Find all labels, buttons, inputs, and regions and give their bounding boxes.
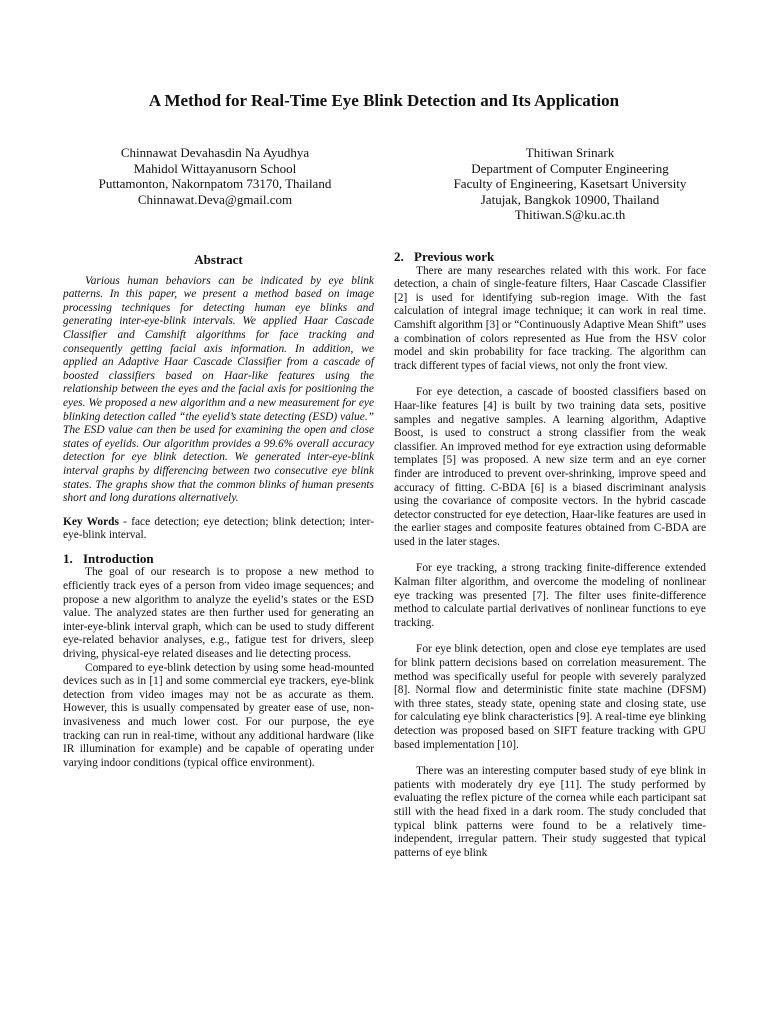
author-name: Thitiwan Srinark <box>525 145 615 160</box>
paragraph: There are many researches related with this work. For face detection, a chain of single-feature filters, Haar Cascade Classifier [2] is used for identifying sub-region image. With the fast calculation of integral image technique; it can work in real time. Camshift algorithm [3] or “Continuously Adaptive Mean Shift” uses a combination of colors represented as Hue from the HSV color model and skin probability for face tracking. The algorithm can track different types of facial views, not only the front view. <box>394 264 706 372</box>
author-affiliation: Mahidol Wittayanusorn School <box>133 160 297 176</box>
section-number: 2. <box>394 249 404 264</box>
author-email: Thitiwan.S@ku.ac.th <box>514 207 626 222</box>
author-department: Department of Computer Engineering <box>471 160 669 176</box>
section-number: 1. <box>63 550 73 566</box>
author-address: Jatujak, Bangkok 10900, Thailand <box>480 191 660 207</box>
author-block-1 <box>60 145 370 207</box>
author-address: Puttamonton, Nakornpatom 73170, Thailand <box>98 176 332 191</box>
author-block-2 <box>405 145 735 223</box>
keywords-label: Key Words <box>63 515 119 528</box>
paragraph: For eye blink detection, open and close eye templates are used for blink pattern decisions based on correlation measurement. The method was specifically useful for people with severely paralyzed [8]. Normal flow and deterministic finite state machine (DFSM) with three states, steady state, opening state and closing state, use for calculating eye blink characteristics [9]. A real-time eye blinking detection was proposed based on SIFT feature tracking with GPU based implementation [10]. <box>394 643 706 751</box>
right-column <box>394 250 706 860</box>
paper-title: A Method for Real-Time Eye Blink Detection and Its Application <box>148 91 620 110</box>
section-heading-previous-work <box>394 250 706 264</box>
paragraph: The goal of our research is to propose a new method to efficiently track eyes of a person from video image sequences; and propose a new algorithm to analyze the eyelid’s states or the ESD value. The analyzed states are then further used for generating an inter-eye-blink interval graph, which can be used to study different eye-related behavior analyses, e.g., fatigue test for drivers, sleep driving, physical-eye related diseases and lie detecting process. <box>63 566 374 661</box>
abstract-heading: Abstract <box>194 252 243 267</box>
author-affiliation: Faculty of Engineering, Kasetsart University <box>453 176 687 191</box>
section-heading-introduction <box>63 552 374 566</box>
paragraph: There was an interesting computer based study of eye blink in patients with moderately dry eye [11]. The study performed by evaluating the reflex picture of the cornea while each participant sat still with the head fixed in a dark room. The study concluded that typical blink patterns were found to be a relatively time-independent, irregular pattern. Their study suggested that typical patterns of eye blink <box>394 765 706 859</box>
author-email: Chinnawat.Deva@gmail.com <box>137 191 293 207</box>
section-title: Previous work <box>414 249 495 264</box>
abstract-text: Various human behaviors can be indicated by eye blink patterns. In this paper, we present a method based on image processing techniques for detecting human eye blinks and generating inter-eye-blink intervals. We applied Haar Cascade Classifier and Camshift algorithms for face tracking and consequently getting facial axis information. In addition, we applied an Adaptive Haar Cascade Classifier from a cascade of boosted classifiers based on Haar-like features using the relationship between the eyes and the facial axis for positioning the eyes. We proposed a new algorithm and a new measurement for eye blinking detection called “the eyelid’s state detecting (ESD) value.” The ESD value can then be used for examining the open and close states of eyelids. Our algorithm provides a 99.6% overall accuracy detection for eye blink detection. We generated inter-eye-blink interval graphs by differencing between two consecutive eye blink states. The graphs show that the common blinks of human presents short and long durations alternatively. <box>63 274 374 505</box>
keywords-text: - face detection; eye detection; blink detection; inter-eye-blink interval. <box>63 515 374 542</box>
left-column <box>63 250 374 770</box>
paragraph: For eye detection, a cascade of boosted classifiers based on Haar-like features [4] is built by two training data sets, positive samples and negative samples. A learning algorithm, Adaptive Boost, is used to construct a strong classifier from the weak classifier. An improved method for eye extraction using deformable templates [5] was proposed. A new size term and an eye corner finder are introduced to prevent over-shrinking, improve speed and accuracy of fitting. C-BDA [6] is a biased discriminant analysis using the covariance of composite vectors. In the hybrid cascade detector constructed for eye detection, Haar-like features are used in the earlier stages and composite features obtained from C-BDA are used in the later stages. <box>394 386 706 548</box>
paragraph: For eye tracking, a strong tracking finite-difference extended Kalman filter algorithm, and overcome the modeling of nonlinear eye tracking was presented [7]. The filter uses finite-difference method to calculate partial derivatives of nonlinear functions to eye tracking. <box>394 562 706 629</box>
section-title: Introduction <box>83 550 154 566</box>
keywords <box>63 516 374 543</box>
author-name: Chinnawat Devahasdin Na Ayudhya <box>120 145 310 160</box>
paragraph: Compared to eye-blink detection by using some head-mounted devices such as in [1] and some commercial eye trackers, eye-blink detection from video images may not be as accurate as them. However, this is usually compensated by greater ease of use, non-invasiveness and much lower cost. For our purpose, the eye tracking can run in real-time, without any additional hardware (like IR illumination for example) and be capable of operating under varying indoor conditions (typical office environment). <box>63 661 374 769</box>
